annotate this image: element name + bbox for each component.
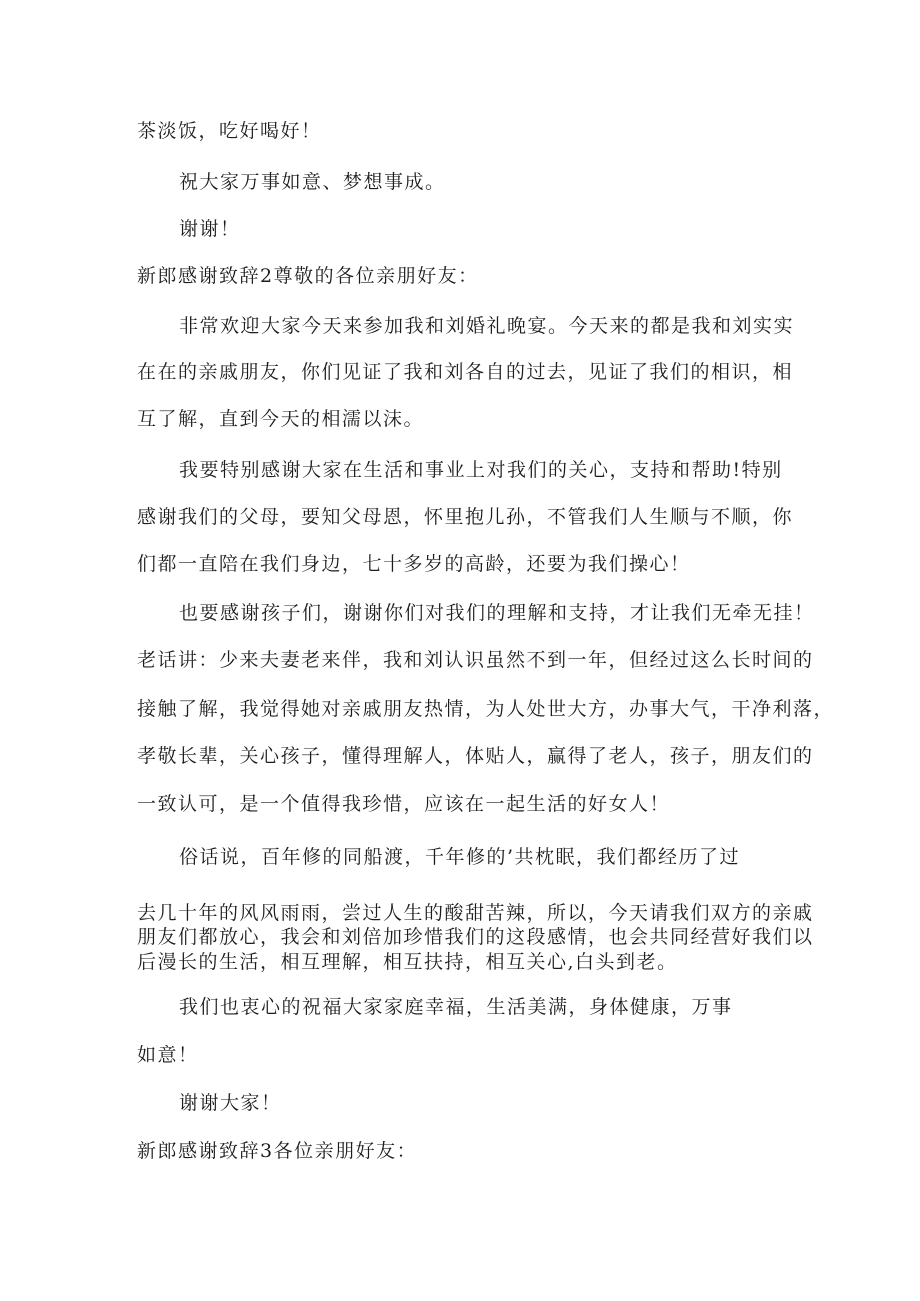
text-line: 非常欢迎大家今天来参加我和刘婚礼晚宴。今天来的都是我和刘实实 — [179, 315, 795, 337]
text-line: 后漫长的生活，相互理解，相互扶持，相互关心,白头到老。 — [137, 951, 678, 973]
text-line: 祝大家万事如意、梦想事成。 — [179, 171, 446, 193]
text-line: 接触了解，我觉得她对亲戚朋友热情，为人处世大方，办事大气，干净利落， — [137, 698, 835, 720]
text-line: 去几十年的风风雨雨，尝过人生的酸甜苦辣，所以，今天请我们双方的亲戚 — [137, 902, 814, 924]
section-heading: 新郎感谢致辞3各位亲朋好友： — [137, 1140, 418, 1162]
text-line: 我要特别感谢大家在生活和事业上对我们的关心，支持和帮助!特别 — [179, 459, 783, 481]
text-line: 茶淡饭，吃好喝好！ — [137, 120, 322, 142]
text-line: 俗话说，百年修的同船渡，千年修的’共枕眠，我们都经历了过 — [179, 846, 741, 868]
text-line: 一致认可，是一个值得我珍惜，应该在一起生活的好女人！ — [137, 793, 671, 815]
text-line: 我们也衷心的祝福大家家庭幸福，生活美满，身体健康，万事 — [179, 996, 733, 1018]
text-line: 感谢我们的父母，要知父母恩，怀里抱儿孙，不管我们人生顺与不顺，你 — [137, 506, 794, 528]
text-line: 们都一直陪在我们身边，七十多岁的高龄，还要为我们操心！ — [137, 553, 691, 575]
text-line: 谢谢大家！ — [179, 1092, 282, 1114]
text-line: 互了解，直到今天的相濡以沫。 — [137, 408, 425, 430]
text-line: 也要感谢孩子们，谢谢你们对我们的理解和支持，才让我们无牵无挂！ — [179, 602, 815, 624]
text-line: 孝敬长辈，关心孩子，懂得理解人，体贴人，赢得了老人，孩子，朋友们的 — [137, 745, 814, 767]
section-heading: 新郎感谢致辞2尊敬的各位亲朋好友： — [137, 265, 479, 287]
text-line: 在在的亲戚朋友，你们见证了我和刘各自的过去，见证了我们的相识，相 — [137, 361, 794, 383]
text-line: 朋友们都放心，我会和刘倍加珍惜我们的这段感情，也会共同经营好我们以 — [137, 926, 814, 948]
text-line: 老话讲：少来夫妻老来伴，我和刘认识虽然不到一年，但经过这么长时间的 — [137, 649, 814, 671]
text-line: 谢谢！ — [179, 218, 241, 240]
text-line: 如意！ — [137, 1044, 199, 1066]
